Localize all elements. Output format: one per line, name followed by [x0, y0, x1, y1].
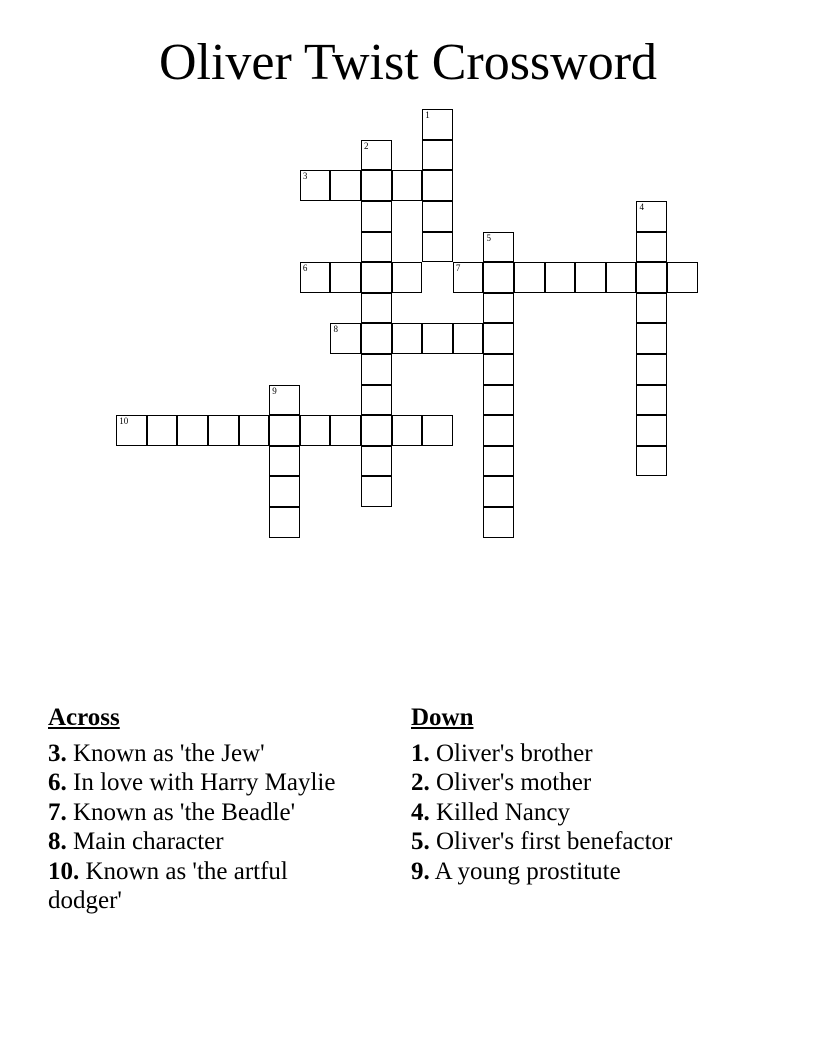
grid-cell[interactable]	[392, 323, 423, 354]
grid-cell[interactable]	[636, 385, 667, 416]
grid-cell[interactable]	[422, 201, 453, 232]
grid-cell[interactable]	[269, 415, 300, 446]
grid-cell[interactable]	[483, 232, 514, 263]
clue-down-9	[411, 857, 741, 887]
cell-number: 4	[639, 202, 644, 213]
grid-cell[interactable]	[208, 415, 239, 446]
cell-number: 1	[425, 110, 430, 121]
clue-text: Main character	[66, 828, 224, 855]
grid-cell[interactable]	[177, 415, 208, 446]
clue-across-10	[48, 857, 348, 916]
grid-cell[interactable]	[392, 415, 423, 446]
grid-cell[interactable]	[361, 323, 392, 354]
across-clues	[48, 703, 348, 916]
grid-cell[interactable]	[116, 415, 147, 446]
clue-across-3	[48, 739, 348, 769]
clue-text: Oliver's mother	[429, 769, 592, 796]
clue-number: 7.	[48, 798, 67, 826]
grid-cell[interactable]	[453, 323, 484, 354]
grid-cell[interactable]	[483, 476, 514, 507]
cell-number: 3	[302, 171, 308, 182]
grid-cell[interactable]	[392, 170, 423, 201]
grid-cell[interactable]	[300, 262, 331, 293]
clue-across-6	[48, 768, 348, 798]
grid-cell[interactable]	[422, 140, 453, 171]
grid-cell[interactable]	[514, 262, 545, 293]
grid-cell[interactable]	[483, 354, 514, 385]
grid-cell[interactable]	[422, 323, 453, 354]
grid-cell[interactable]	[361, 140, 392, 171]
grid-cell[interactable]	[636, 323, 667, 354]
clue-across-7	[48, 798, 348, 828]
grid-cell[interactable]	[667, 262, 698, 293]
grid-cell[interactable]	[636, 201, 667, 232]
grid-cell[interactable]	[483, 415, 514, 446]
grid-cell[interactable]	[483, 446, 514, 477]
clue-across-8	[48, 827, 348, 857]
grid-cell[interactable]	[636, 415, 667, 446]
grid-cell[interactable]	[422, 415, 453, 446]
down-heading: Down	[411, 704, 474, 731]
across-heading: Across	[48, 704, 120, 731]
grid-cell[interactable]	[147, 415, 178, 446]
grid-cell[interactable]	[330, 262, 361, 293]
grid-cell[interactable]	[636, 354, 667, 385]
grid-cell[interactable]	[422, 232, 453, 263]
crossword-grid	[117, 110, 717, 550]
grid-cell[interactable]	[483, 385, 514, 416]
grid-cell[interactable]	[545, 262, 576, 293]
grid-cell[interactable]	[269, 507, 300, 538]
clue-number: 5.	[411, 828, 430, 855]
clue-text: Oliver's brother	[429, 739, 593, 767]
grid-cell[interactable]	[330, 415, 361, 446]
cell-number: 2	[364, 140, 369, 151]
grid-cell[interactable]	[483, 293, 514, 324]
clue-down-1	[411, 739, 741, 769]
clue-number: 1.	[411, 739, 430, 767]
clue-number: 4.	[411, 798, 430, 826]
grid-cell[interactable]	[361, 293, 392, 324]
grid-cell[interactable]	[636, 232, 667, 263]
cell-number: 6	[302, 263, 308, 274]
cell-number: 7	[455, 263, 461, 274]
grid-cell[interactable]	[636, 293, 667, 324]
grid-cell[interactable]	[392, 262, 423, 293]
clue-down-5	[411, 827, 741, 857]
grid-cell[interactable]	[483, 507, 514, 538]
grid-cell[interactable]	[361, 232, 392, 263]
grid-cell[interactable]	[575, 262, 606, 293]
clue-number: 2.	[411, 769, 430, 796]
grid-cell[interactable]	[422, 109, 453, 140]
down-clues	[411, 703, 741, 886]
grid-cell[interactable]	[422, 170, 453, 201]
grid-cell[interactable]	[636, 446, 667, 477]
clue-number: 9.	[411, 857, 430, 885]
grid-cell[interactable]	[483, 262, 514, 293]
clue-number: 8.	[48, 828, 67, 855]
clue-text: Known as 'the artful dodger'	[48, 857, 288, 914]
page-title: Oliver Twist Crossword	[158, 34, 658, 91]
clue-text: Known as 'the Beadle'	[66, 798, 296, 826]
grid-cell[interactable]	[239, 415, 270, 446]
grid-cell[interactable]	[361, 170, 392, 201]
grid-cell[interactable]	[361, 354, 392, 385]
clue-number: 6.	[48, 769, 67, 796]
cell-number: 8	[333, 324, 338, 335]
grid-cell[interactable]	[361, 201, 392, 232]
grid-cell[interactable]	[269, 385, 300, 416]
grid-cell[interactable]	[361, 446, 392, 477]
grid-cell[interactable]	[606, 262, 637, 293]
clue-text: Killed Nancy	[429, 798, 570, 826]
clue-down-4	[411, 798, 741, 828]
grid-cell[interactable]	[361, 415, 392, 446]
clue-text: Known as 'the Jew'	[66, 739, 265, 767]
grid-cell[interactable]	[453, 262, 484, 293]
grid-cell[interactable]	[361, 385, 392, 416]
grid-cell[interactable]	[330, 323, 361, 354]
grid-cell[interactable]	[269, 446, 300, 477]
clue-number: 3.	[48, 739, 67, 767]
grid-cell[interactable]	[361, 262, 392, 293]
grid-cell[interactable]	[330, 170, 361, 201]
clue-text: Oliver's first benefactor	[429, 828, 673, 855]
clue-text: A young prostitute	[429, 857, 621, 885]
grid-cell[interactable]	[269, 476, 300, 507]
grid-cell[interactable]	[361, 476, 392, 507]
grid-cell[interactable]	[483, 323, 514, 354]
clue-text: In love with Harry Maylie	[66, 769, 336, 796]
grid-cell[interactable]	[300, 415, 331, 446]
cell-number: 9	[272, 385, 277, 396]
grid-cell[interactable]	[300, 170, 331, 201]
clue-down-2	[411, 768, 741, 798]
grid-cell[interactable]	[636, 262, 667, 293]
cell-number: 10	[119, 416, 129, 427]
cell-number: 5	[486, 232, 491, 243]
clue-number: 10.	[48, 857, 80, 885]
